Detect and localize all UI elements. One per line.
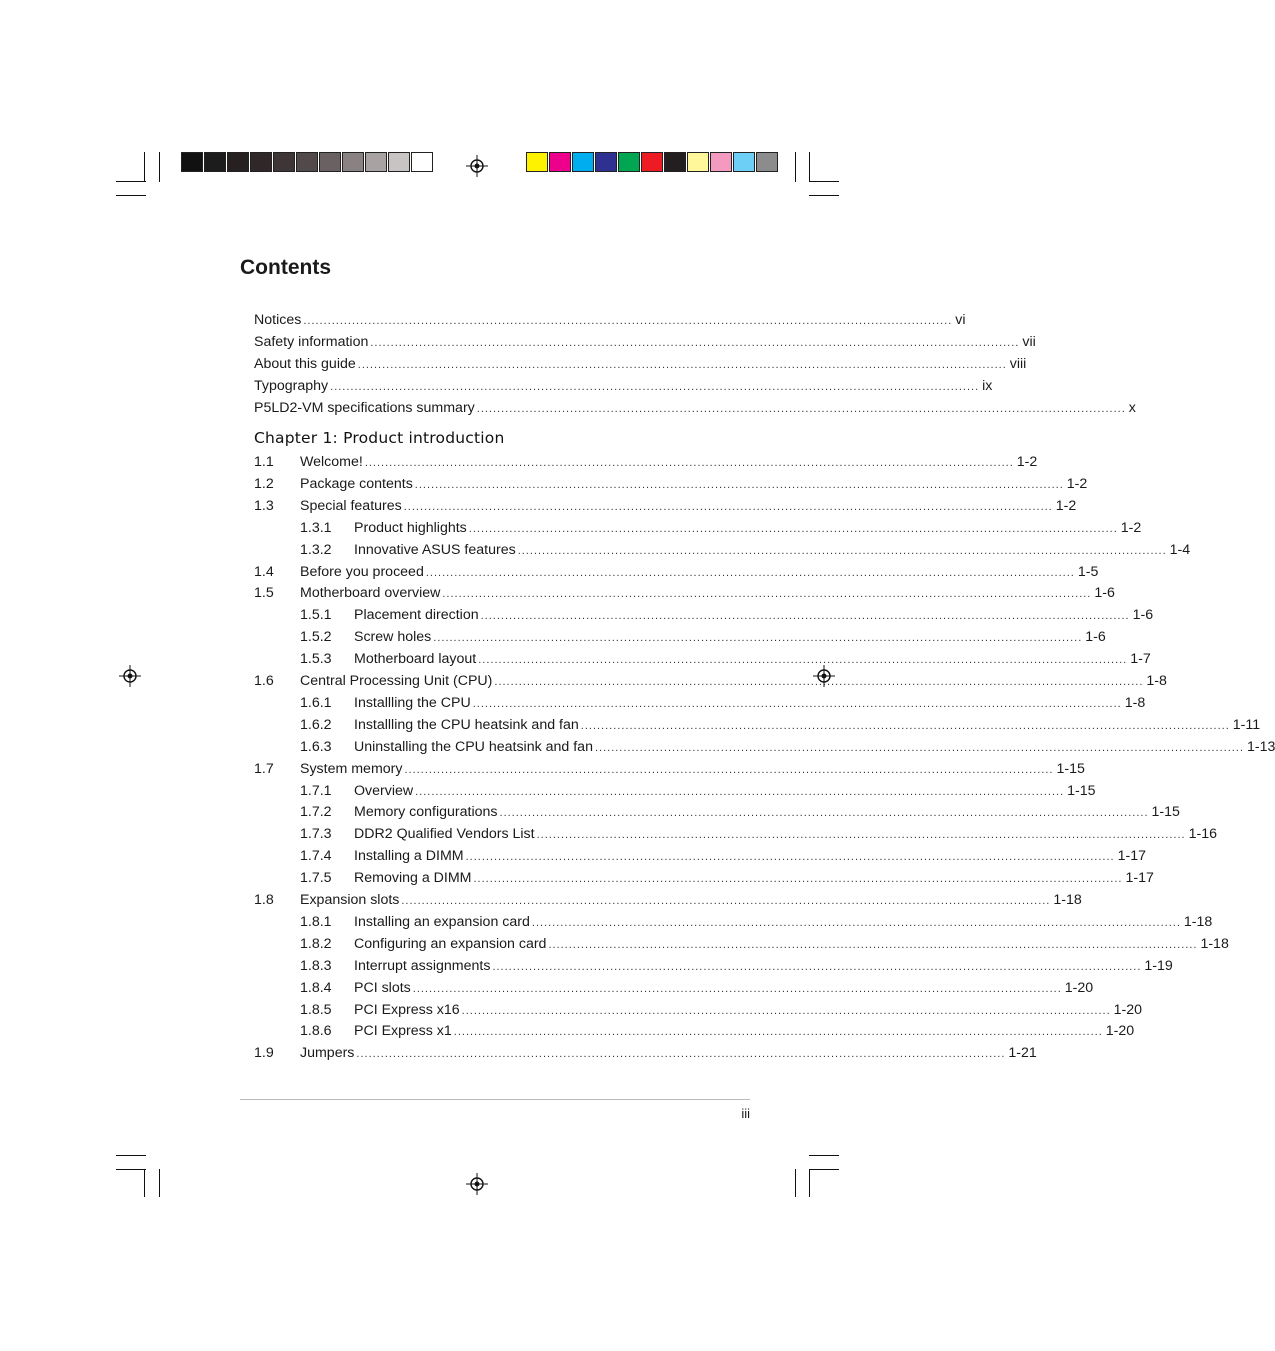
toc-entry-page: 1-13	[1246, 738, 1275, 755]
toc-entry-label: Installing a DIMM	[354, 848, 464, 865]
toc-entry-number: 1.8.1	[300, 913, 332, 930]
toc-entry-number: 1.5.1	[300, 607, 332, 624]
color-swatch	[618, 152, 640, 172]
toc-entry-label: Central Processing Unit (CPU)	[300, 673, 493, 689]
toc-entry[interactable]	[254, 737, 1275, 757]
crop-mark	[116, 1169, 146, 1170]
dot-leader: ................................................................................................................................................................	[478, 654, 1128, 667]
dot-leader: ................................................................................................................................................................	[580, 719, 1230, 732]
toc-entry-number: 1.6.3	[300, 738, 332, 755]
color-swatch	[687, 152, 709, 172]
toc-entry[interactable]	[254, 868, 1154, 888]
toc-entry-page: 1-6	[1085, 629, 1106, 646]
toc-entry-page: ix	[982, 378, 993, 394]
toc-entry-page: 1-7	[1130, 651, 1151, 668]
toc-entry-number: 1.3	[254, 497, 274, 514]
toc-entry[interactable]	[254, 627, 1106, 647]
toc-entry-label: Memory configurations	[354, 804, 498, 821]
toc-entry-number: 1.9	[254, 1045, 274, 1062]
toc-entry-label: Overview	[354, 782, 414, 799]
toc-entry-page: 1-8	[1146, 673, 1167, 689]
toc-entry[interactable]	[254, 781, 1096, 801]
toc-entry-label: DDR2 Qualified Vendors List	[354, 826, 535, 843]
color-swatch	[250, 152, 272, 172]
toc-entry-label: Screw holes	[354, 629, 432, 646]
crop-mark	[809, 1169, 810, 1197]
toc-entry-page: 1-20	[1113, 1001, 1143, 1018]
toc-entry-label: PCI slots	[354, 979, 411, 996]
dot-leader: ................................................................................................................................................................	[548, 938, 1198, 951]
toc-entry[interactable]	[254, 518, 1142, 538]
crop-mark	[809, 181, 839, 182]
dot-leader: ................................................................................................................................................................	[330, 381, 980, 393]
toc-entry-page: 1-17	[1117, 848, 1146, 865]
dot-leader: ................................................................................................................................................................	[473, 873, 1123, 886]
toc-entry-number: 1.4	[254, 563, 274, 580]
grayscale-bar	[181, 152, 434, 174]
toc-entry[interactable]	[254, 649, 1151, 669]
toc-entry-number: 1.8.6	[300, 1023, 332, 1040]
toc-entry-number: 1.7.3	[300, 826, 332, 843]
toc-entry[interactable]	[254, 376, 993, 396]
color-swatch	[710, 152, 732, 172]
toc-entry-number: 1.7	[254, 760, 274, 777]
toc-entry-number: 1.6	[254, 673, 274, 689]
dot-leader: ................................................................................................................................................................	[531, 916, 1181, 929]
toc-entry-number: 1.1	[254, 454, 274, 470]
color-swatch	[296, 152, 318, 172]
dot-leader: ................................................................................................................................................................	[453, 1026, 1103, 1039]
toc-entry[interactable]	[254, 496, 1077, 516]
toc-entry-number: 1.3.1	[300, 519, 332, 536]
color-swatch	[388, 152, 410, 172]
toc-entry[interactable]	[254, 452, 1038, 472]
toc-entry-page: 1-2	[1016, 454, 1038, 470]
color-swatch	[549, 152, 571, 172]
crop-mark	[795, 152, 796, 182]
toc-entry[interactable]	[254, 1021, 1135, 1041]
toc-entry-label: Typography	[254, 378, 329, 394]
toc-entry[interactable]	[254, 956, 1173, 976]
toc-entry[interactable]	[254, 562, 1099, 582]
dot-leader: ................................................................................................................................................................	[468, 522, 1118, 535]
color-swatch	[181, 152, 203, 172]
toc-entry[interactable]	[254, 978, 1094, 998]
color-swatch	[273, 152, 295, 172]
toc-entry-label: Motherboard overview	[300, 585, 441, 602]
toc-entry-label: Notices	[254, 312, 302, 328]
dot-leader: ................................................................................................................................................................	[517, 544, 1167, 557]
crop-mark	[809, 1169, 839, 1170]
toc-entry-label: PCI Express x16	[354, 1001, 460, 1018]
toc-entry-number: 1.7.1	[300, 782, 332, 799]
toc-entry-label: PCI Express x1	[354, 1023, 452, 1040]
toc-entry-number: 1.7.4	[300, 848, 332, 865]
toc-entry-number: 1.6.2	[300, 716, 332, 733]
toc-entry[interactable]	[254, 934, 1229, 954]
toc-entry[interactable]	[254, 310, 966, 330]
registration-mark-icon	[466, 155, 488, 177]
toc-entry-label: Removing a DIMM	[354, 870, 472, 887]
toc-entry[interactable]	[254, 759, 1085, 779]
dot-leader: ................................................................................................................................................................	[414, 478, 1064, 491]
toc-entry-label: Uninstalling the CPU heatsink and fan	[354, 738, 593, 755]
dot-leader: ................................................................................................................................................................	[403, 500, 1053, 513]
toc-entry-label: Product highlights	[354, 519, 467, 536]
toc-entry-label: About this guide	[254, 356, 356, 372]
crop-mark	[144, 1169, 145, 1197]
toc-entry-page: 1-18	[1200, 935, 1229, 952]
crop-mark	[159, 1169, 160, 1197]
dot-leader: ................................................................................................................................................................	[472, 697, 1122, 710]
toc-entry-page: 1-18	[1053, 892, 1082, 908]
toc-entry-page: 1-15	[1151, 804, 1180, 821]
toc-entry-page: 1-15	[1067, 782, 1096, 799]
toc-entry-label: Installling the CPU	[354, 694, 471, 711]
dot-leader: ................................................................................................................................................................	[499, 807, 1149, 820]
toc-entry[interactable]	[254, 605, 1154, 625]
color-swatch	[342, 152, 364, 172]
color-swatch	[365, 152, 387, 172]
toc-entry-label: P5LD2-VM specifications summary	[254, 400, 475, 416]
toc-entry-number: 1.8.5	[300, 1001, 332, 1018]
dot-leader: ................................................................................................................................................................	[536, 829, 1186, 842]
dot-leader: ................................................................................................................................................................	[480, 610, 1130, 623]
chapter-heading: Chapter 1: Product introduction	[254, 429, 505, 447]
toc-entry-number: 1.6.1	[300, 694, 332, 711]
crop-mark	[116, 195, 146, 196]
toc-entry-page: 1-15	[1056, 760, 1085, 777]
toc-entry-label: Special features	[300, 497, 402, 514]
toc-entry-page: 1-20	[1064, 979, 1094, 996]
toc-entry-number: 1.3.2	[300, 541, 332, 558]
dot-leader: ................................................................................................................................................................	[364, 457, 1014, 469]
toc-entry-number: 1.5.2	[300, 629, 332, 646]
toc-entry-label: System memory	[300, 760, 403, 777]
toc-entry-page: viii	[1009, 356, 1027, 372]
toc-entry-label: Jumpers	[300, 1045, 355, 1062]
toc-entry-number: 1.8.4	[300, 979, 332, 996]
color-swatch	[572, 152, 594, 172]
toc-entry[interactable]	[254, 583, 1115, 603]
toc-entry[interactable]	[254, 398, 1136, 418]
toc-entry[interactable]	[254, 332, 1036, 352]
toc-entry-label: Configuring an expansion card	[354, 935, 547, 952]
toc-entry[interactable]	[254, 824, 1217, 844]
toc-entry-page: 1-5	[1077, 563, 1099, 580]
page-title: Contents	[240, 256, 331, 279]
toc-entry-number: 1.7.5	[300, 870, 332, 887]
toc-entry-number: 1.7.2	[300, 804, 332, 821]
toc-entry-label: Safety information	[254, 334, 369, 350]
color-swatch	[664, 152, 686, 172]
toc-entry[interactable]	[254, 693, 1146, 713]
crop-mark	[809, 1155, 839, 1156]
toc-entry-page: 1-11	[1232, 716, 1261, 733]
color-swatch	[641, 152, 663, 172]
toc-entry[interactable]	[254, 540, 1191, 560]
color-swatch	[204, 152, 226, 172]
toc-entry-page: 1-6	[1132, 607, 1154, 624]
dot-leader: ................................................................................................................................................................	[401, 895, 1051, 907]
toc-entry-number: 1.8	[254, 892, 274, 908]
toc-entry-page: vii	[1022, 334, 1036, 350]
toc-entry-page: 1-17	[1125, 870, 1154, 887]
toc-entry-page: 1-19	[1144, 957, 1173, 974]
toc-entry-label: Before you proceed	[300, 563, 424, 580]
toc-entry-number: 1.5.3	[300, 651, 332, 668]
dot-leader: ................................................................................................................................................................	[476, 403, 1126, 415]
toc-entry[interactable]	[254, 1043, 1037, 1063]
dot-leader: ................................................................................................................................................................	[594, 741, 1244, 754]
toc-entry-number: 1.8.3	[300, 957, 332, 974]
toc-entry-number: 1.5	[254, 585, 274, 602]
toc-entry-number: 1.8.2	[300, 935, 332, 952]
toc-entry-label: Interrupt assignments	[354, 957, 491, 974]
crop-mark	[116, 1155, 146, 1156]
color-swatch	[411, 152, 433, 172]
toc-entry[interactable]	[254, 671, 1167, 691]
dot-leader: ................................................................................................................................................................	[433, 632, 1083, 645]
dot-leader: ................................................................................................................................................................	[357, 359, 1007, 371]
toc-entry-page: 1-18	[1183, 913, 1213, 930]
toc-entry-label: Motherboard layout	[354, 651, 477, 668]
dot-leader: ................................................................................................................................................................	[404, 763, 1054, 776]
toc-entry-label: Package contents	[300, 475, 413, 492]
dot-leader: ................................................................................................................................................................	[425, 566, 1075, 579]
toc-entry-label: Welcome!	[300, 454, 363, 470]
toc-entry-label: Installling the CPU heatsink and fan	[354, 716, 579, 733]
toc-entry-page: 1-2	[1066, 475, 1088, 492]
toc-entry-page: vi	[955, 312, 966, 328]
dot-leader: ................................................................................................................................................................	[492, 960, 1142, 973]
dot-leader: ................................................................................................................................................................	[370, 337, 1020, 349]
toc-entry[interactable]	[254, 354, 1027, 374]
dot-leader: ................................................................................................................................................................	[461, 1004, 1111, 1017]
toc-entry[interactable]	[254, 846, 1146, 866]
toc-entry[interactable]	[254, 715, 1261, 735]
toc-entry-page: x	[1128, 400, 1136, 416]
page-number: iii	[741, 1106, 750, 1121]
toc-entry-page: 1-21	[1008, 1045, 1037, 1062]
toc-entry-page: 1-20	[1105, 1023, 1135, 1040]
toc-entry-page: 1-2	[1055, 497, 1077, 514]
color-swatch	[319, 152, 341, 172]
toc-entry[interactable]	[254, 912, 1213, 932]
color-swatch	[595, 152, 617, 172]
crop-mark	[809, 152, 810, 182]
toc-entry[interactable]	[254, 474, 1088, 494]
toc-entry-page: 1-16	[1188, 826, 1217, 843]
crop-mark	[159, 152, 160, 182]
toc-entry[interactable]	[254, 1000, 1143, 1020]
toc-entry-label: Expansion slots	[300, 892, 400, 908]
registration-mark-icon	[466, 1173, 488, 1195]
crop-mark	[795, 1169, 796, 1197]
toc-entry-page: 1-8	[1124, 694, 1146, 711]
color-swatch	[733, 152, 755, 172]
toc-entry-label: Placement direction	[354, 607, 479, 624]
dot-leader: ................................................................................................................................................................	[415, 785, 1065, 798]
crop-mark	[144, 152, 145, 182]
toc-entry-page: 1-2	[1120, 519, 1142, 536]
toc-entry-number: 1.2	[254, 475, 274, 492]
color-swatch	[526, 152, 548, 172]
dot-leader: ................................................................................................................................................................	[412, 982, 1062, 995]
dot-leader: ................................................................................................................................................................	[494, 676, 1144, 688]
toc-entry[interactable]	[254, 890, 1082, 910]
toc-entry[interactable]	[254, 802, 1180, 822]
color-swatch	[756, 152, 778, 172]
color-swatch	[227, 152, 249, 172]
crop-mark	[116, 181, 146, 182]
toc-entry-page: 1-4	[1169, 541, 1191, 558]
registration-mark-icon	[119, 665, 141, 687]
dot-leader: ................................................................................................................................................................	[303, 315, 953, 327]
dot-leader: ................................................................................................................................................................	[356, 1048, 1006, 1061]
crop-mark	[809, 195, 839, 196]
toc-entry-label: Innovative ASUS features	[354, 541, 516, 558]
dot-leader: ................................................................................................................................................................	[465, 851, 1115, 864]
footer-rule	[240, 1099, 750, 1100]
toc-entry-page: 1-6	[1094, 585, 1115, 602]
toc-entry-label: Installing an expansion card	[354, 913, 530, 930]
color-bar	[526, 152, 779, 174]
dot-leader: ................................................................................................................................................................	[442, 588, 1092, 601]
